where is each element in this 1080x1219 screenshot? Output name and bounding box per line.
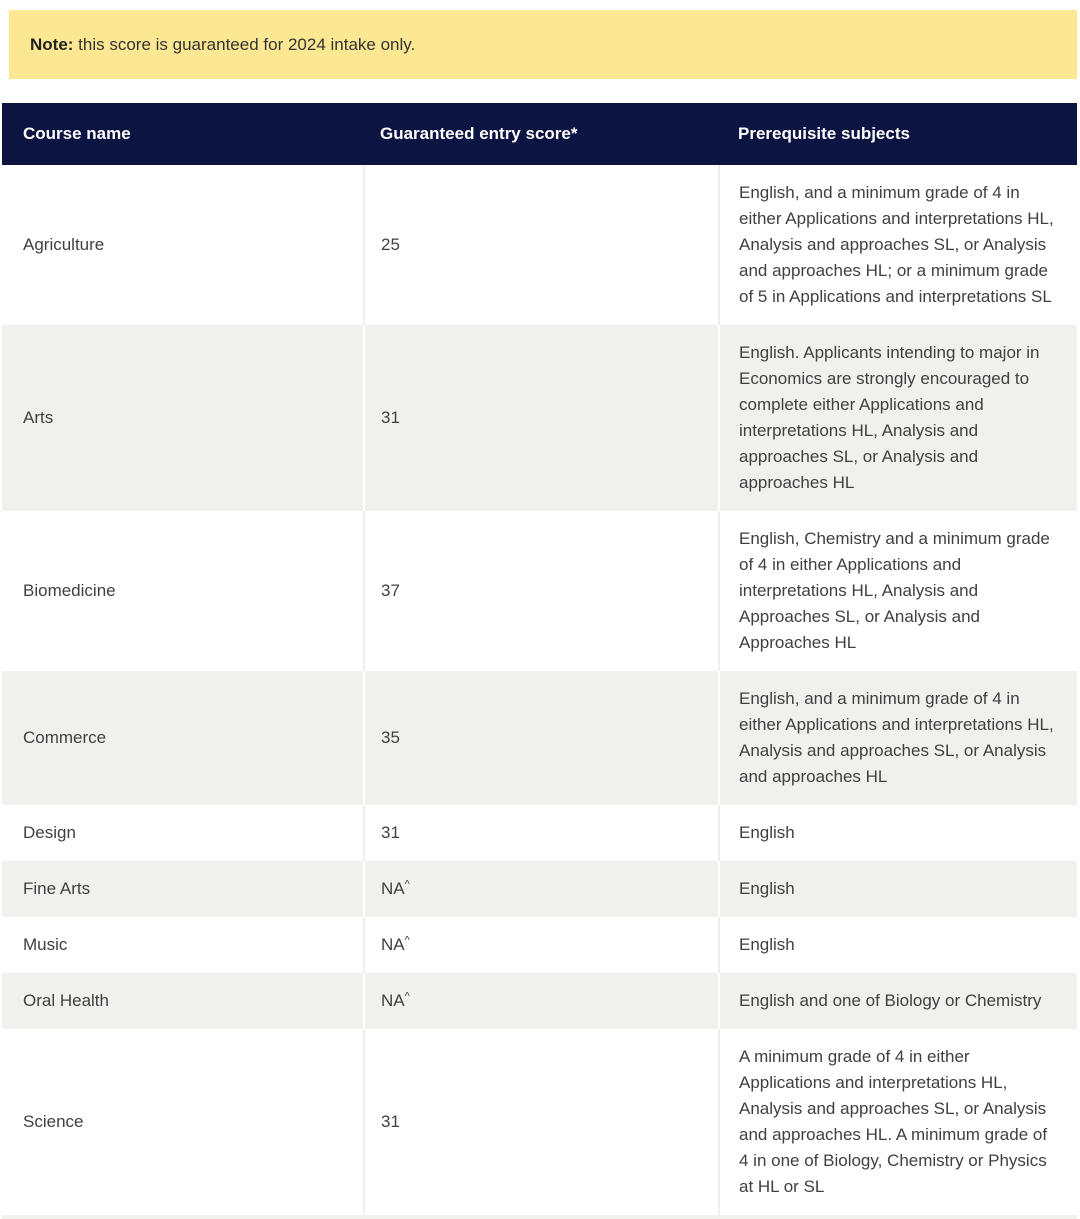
next-row-partial — [2, 1215, 1077, 1219]
prerequisites-cell: English — [719, 917, 1077, 973]
note-label: Note: — [30, 34, 74, 54]
entry-score-cell — [364, 861, 719, 917]
table-row — [2, 917, 1077, 973]
entry-score-cell — [364, 325, 719, 511]
column-header-entry-score: Guaranteed entry score* — [364, 103, 719, 165]
entry-score-value: 25 — [381, 235, 400, 254]
entry-score-cell — [364, 1029, 719, 1215]
course-name-cell: Oral Health — [2, 973, 364, 1029]
entry-score-value: NA — [381, 879, 405, 898]
entry-score-cell — [364, 917, 719, 973]
entry-score-value: NA — [381, 935, 405, 954]
prerequisites-cell: English — [719, 861, 1077, 917]
course-name-cell: Commerce — [2, 671, 364, 805]
score-superscript: ^ — [404, 990, 410, 1003]
table-row — [2, 1029, 1077, 1215]
entry-score-value: 31 — [381, 408, 400, 427]
table-row — [2, 325, 1077, 511]
column-header-prerequisites: Prerequisite subjects — [719, 103, 1077, 165]
entry-score-cell — [364, 805, 719, 861]
prerequisites-cell: A minimum grade of 4 in either Applications and interpretations HL, Analysis and approaches SL, or Analysis and approaches HL. A minimum grade of 4 in one of Biology, Chemistry or Physics at HL or SL — [719, 1029, 1077, 1215]
prerequisites-cell: English, and a minimum grade of 4 in either Applications and interpretations HL, Analysis and approaches SL, or Analysis and approaches HL — [719, 671, 1077, 805]
prerequisites-cell: English, Chemistry and a minimum grade of 4 in either Applications and interpretations HL, Analysis and Approaches SL, or Analysis and Approaches HL — [719, 511, 1077, 671]
table-row — [2, 511, 1077, 671]
entry-scores-table — [2, 103, 1077, 1215]
table-row — [2, 671, 1077, 805]
entry-score-value: 31 — [381, 1112, 400, 1131]
score-superscript: ^ — [404, 934, 410, 947]
course-name-cell: Agriculture — [2, 165, 364, 325]
course-name-cell: Biomedicine — [2, 511, 364, 671]
column-header-course-name: Course name — [2, 103, 364, 165]
table-header-row — [2, 103, 1077, 165]
entry-score-value: 37 — [381, 581, 400, 600]
note-text — [30, 35, 415, 55]
entry-score-value: NA — [381, 991, 405, 1010]
course-name-cell: Fine Arts — [2, 861, 364, 917]
prerequisites-cell: English — [719, 805, 1077, 861]
table-row — [2, 805, 1077, 861]
note-body: this score is guaranteed for 2024 intake only. — [73, 34, 416, 54]
course-name-cell: Design — [2, 805, 364, 861]
entry-score-cell — [364, 973, 719, 1029]
prerequisites-cell: English and one of Biology or Chemistry — [719, 973, 1077, 1029]
course-name-cell: Science — [2, 1029, 364, 1215]
table-row — [2, 973, 1077, 1029]
entry-score-cell — [364, 511, 719, 671]
table-row — [2, 165, 1077, 325]
entry-score-value: 35 — [381, 728, 400, 747]
prerequisites-cell: English, and a minimum grade of 4 in either Applications and interpretations HL, Analysis and approaches SL, or Analysis and approaches HL; or a minimum grade of 5 in Applications and interpretations SL — [719, 165, 1077, 325]
course-name-cell: Music — [2, 917, 364, 973]
course-name-cell: Arts — [2, 325, 364, 511]
table-row — [2, 861, 1077, 917]
note-banner — [9, 10, 1077, 79]
entry-score-cell — [364, 671, 719, 805]
score-superscript: ^ — [404, 878, 410, 891]
entry-scores-table-wrap — [2, 103, 1077, 1215]
entry-score-cell — [364, 165, 719, 325]
entry-score-value: 31 — [381, 823, 400, 842]
prerequisites-cell: English. Applicants intending to major in Economics are strongly encouraged to complete either Applications and interpretations HL, Analysis and approaches SL, or Analysis and approaches HL — [719, 325, 1077, 511]
